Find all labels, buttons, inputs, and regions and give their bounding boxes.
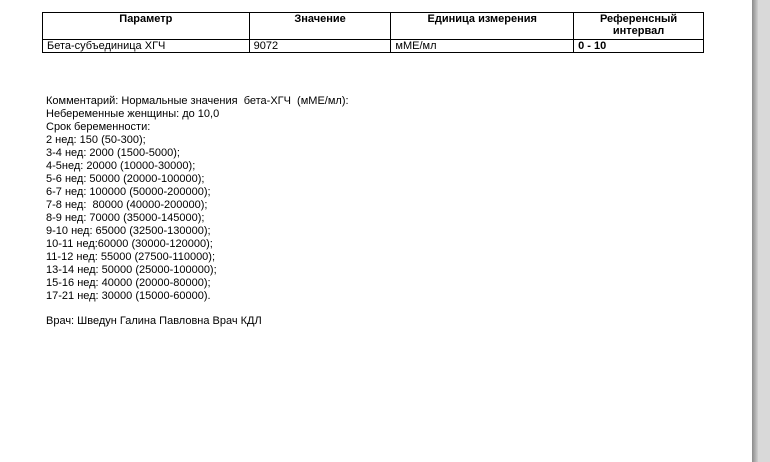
cell-value: 9072 xyxy=(249,40,391,53)
comment-line: 15-16 нед: 40000 (20000-80000); xyxy=(46,277,211,289)
table-header-row xyxy=(43,13,704,40)
comment-line: 10-11 нед:60000 (30000-120000); xyxy=(46,238,213,250)
doctor-signature-line: Врач: Шведун Галина Павловна Врач КДЛ xyxy=(46,315,262,327)
comment-line: Срок беременности: xyxy=(46,121,151,133)
results-table xyxy=(42,12,704,53)
comment-line: Небеременные женщины: до 10,0 xyxy=(46,108,220,120)
page-shadow xyxy=(752,0,758,462)
comment-line: 7-8 нед: 80000 (40000-200000); xyxy=(46,199,208,211)
cell-parameter: Бета-субъединица ХГЧ xyxy=(43,40,250,53)
comment-line: Комментарий: Нормальные значения бета-ХГЧ (мМЕ/мл): xyxy=(46,95,349,107)
cell-unit: мМЕ/мл xyxy=(391,40,574,53)
comment-line: 13-14 нед: 50000 (25000-100000); xyxy=(46,264,217,276)
table-row xyxy=(43,40,704,53)
comment-line: 8-9 нед: 70000 (35000-145000); xyxy=(46,212,205,224)
header-reference: Референсный интервал xyxy=(574,13,704,40)
comment-line: 2 нед: 150 (50-300); xyxy=(46,134,146,146)
comment-block xyxy=(46,95,349,303)
comment-line: 4-5нед: 20000 (10000-30000); xyxy=(46,160,196,172)
header-unit: Единица измерения xyxy=(391,13,574,40)
comment-line: 3-4 нед: 2000 (1500-5000); xyxy=(46,147,180,159)
comment-line: 6-7 нед: 100000 (50000-200000); xyxy=(46,186,211,198)
cell-reference: 0 - 10 xyxy=(574,40,704,53)
comment-line: 9-10 нед: 65000 (32500-130000); xyxy=(46,225,211,237)
comment-line: 11-12 нед: 55000 (27500-110000); xyxy=(46,251,216,263)
comment-line: 17-21 нед: 30000 (15000-60000). xyxy=(46,290,211,302)
header-parameter: Параметр xyxy=(43,13,250,40)
header-value: Значение xyxy=(249,13,391,40)
comment-line: 5-6 нед: 50000 (20000-100000); xyxy=(46,173,205,185)
